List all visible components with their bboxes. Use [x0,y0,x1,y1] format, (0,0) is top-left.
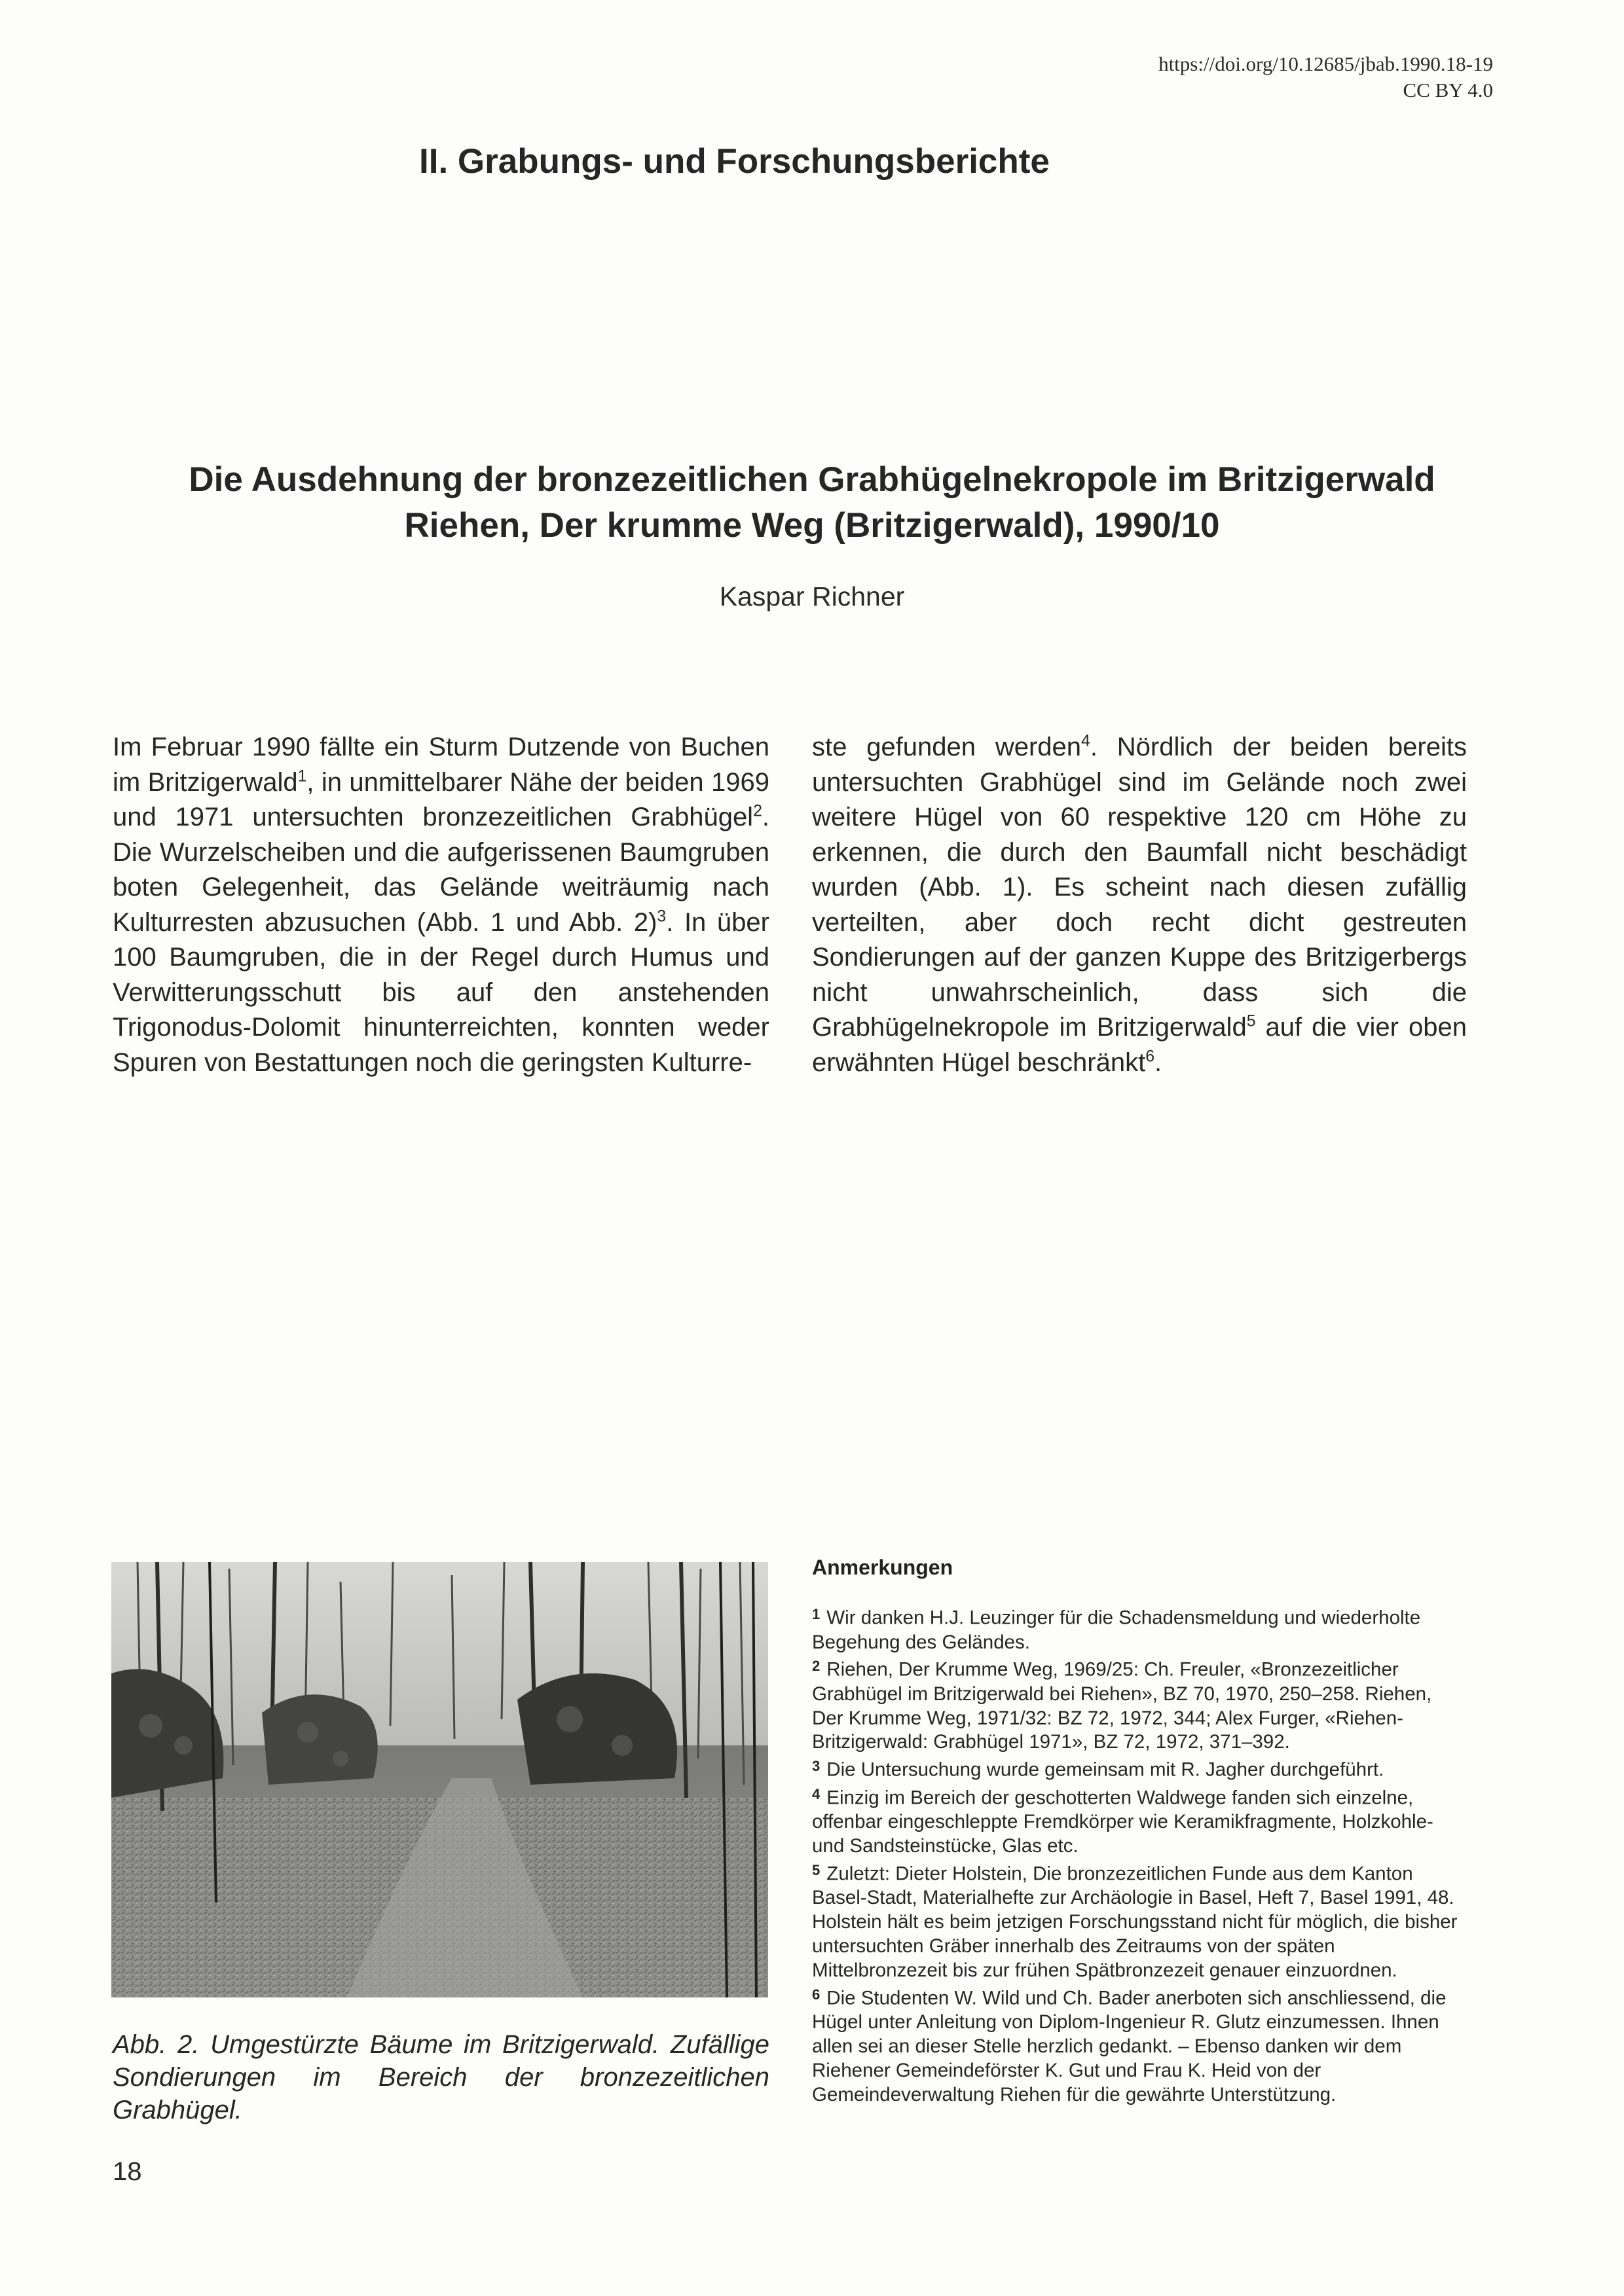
author: Kaspar Richner [719,581,905,611]
footnote-ref-5[interactable]: 5 [1246,1012,1256,1030]
section-title: II. Grabungs- und Forschungsberichte [419,142,1050,181]
note-text: Wir danken H.J. Leuzinger für die Schadensmeldung und wiederholte Begehung des Geländes. [812,1607,1421,1653]
article-title-line-1: Die Ausdehnung der bronzezeitlichen Grabhügelnekropole im Britzigerwald [189,460,1435,499]
license-label: CC BY 4.0 [1403,79,1493,101]
body-text-4: . In über 100 Baumgruben, die in der Regel durch Humus und Verwitterungsschutt bis auf den anstehenden Trigonodus-Dolomit hinunterreichten, konnten weder Spuren von Bestattungen noch die geringsten Kulturre- [113,907,769,1077]
body-text-1: Im Februar 1990 fällte ein Sturm Dutzende von Buchen im Britzigerwald [113,733,769,797]
body-paragraph-continued [812,730,1467,1080]
body-text-8: . [1154,1048,1162,1077]
note-item [812,1983,1467,2107]
notes-heading: Anmerkungen [812,1556,953,1579]
body-text-2: , in unmittelbarer Nähe der beiden 1969 und 1971 untersuchten bronzezeitlichen Grabhügel [113,767,769,831]
note-item [812,1783,1467,1859]
doi-link[interactable]: https://doi.org/10.12685/jbab.1990.18-19 [1158,52,1493,75]
footnote-ref-2[interactable]: 2 [753,802,762,820]
body-text-5: ste gefunden werden [812,733,1082,761]
footnote-ref-3[interactable]: 3 [657,907,667,926]
body-paragraph [113,730,769,1080]
article-title [105,457,1519,549]
note-text: Riehen, Der Krumme Weg, 1969/25: Ch. Freuler, «Bronzezeitlicher Grabhügel im Britzigerwald bei Riehen», BZ 70, 1970, 250–258. Riehen, Der Krumme Weg, 1971/32: BZ 72, 1972, 344; Alex Furger, «Riehen-Britzigerwald: Grabhügel 1971», BZ 72, 1972, 371–392. [812,1659,1432,1753]
body-text-3: . Die Wurzelscheiben und die aufgerissenen Baumgruben boten Gelegenheit, das Gelände weiträumig nach Kulturresten abzusuchen (Abb. 1 und Abb. 2) [113,803,769,937]
note-item [812,1859,1467,1983]
page-number: 18 [113,2157,142,2186]
note-number: 1 [812,1606,821,1622]
note-text: Einzig im Bereich der geschotterten Waldwege fanden sich einzelne, offenbar eingeschleppte Fremdkörper wie Keramikfragmente, Holzkohle- und Sandsteinstücke, Glas etc. [812,1787,1433,1857]
note-text: Die Studenten W. Wild und Ch. Bader anerboten sich anschliessend, die Hügel unter Anleitung von Diplom-Ingenieur R. Glutz einzumessen. Ihnen allen sei an dieser Stelle herzlich gedankt. – Ebenso danken wir dem Riehener Gemeindeförster K. Gut und Frau K. Heid von der Gemeindeverwaltung Riehen für die gewährte Unterstützung. [812,1987,1447,2105]
note-text: Zuletzt: Dieter Holstein, Die bronzezeitlichen Funde aus dem Kanton Basel-Stadt, Materialhefte zur Archäologie in Basel, Heft 7, Basel 1991, 48. Holstein hält es beim jetzigen Forschungsstand nicht für möglich, die bisher untersuchten Gräber innerhalb des Zeitraums von der späten Mittelbronzezeit bis zur frühen Spätbronzezeit genauer einzuordnen. [812,1863,1458,1981]
note-number: 2 [812,1658,821,1675]
note-item [812,1654,1467,1755]
figure-photo [111,1562,768,1997]
doi-header [1158,51,1493,103]
note-number: 6 [812,1986,821,2003]
notes-list [812,1603,1467,2107]
forest-photo-illustration [111,1562,768,1997]
body-column-left [113,730,769,1080]
article-title-line-2: Riehen, Der krumme Weg (Britzigerwald), 1990/10 [404,506,1220,545]
body-text-7: auf die vier oben erwähnten Hügel beschränkt [812,1013,1467,1077]
body-text-6: . Nördlich der beiden bereits untersuchten Grabhügel sind im Gelände noch zwei weitere Hügel von 60 respektive 120 cm Höhe zu erkennen, die durch den Baumfall nicht beschädigt wurden (Abb. 1). Es scheint nach diesen zufällig verteilten, aber doch recht dicht gestreuten Sondierungen auf der ganzen Kuppe des Britzigerbergs nicht unwahrscheinlich, dass sich die Grabhügelnekropole im Britzigerwald [812,733,1467,1042]
footnote-ref-1[interactable]: 1 [297,767,307,786]
note-number: 5 [812,1861,821,1878]
note-item [812,1603,1467,1654]
footnote-ref-4[interactable]: 4 [1081,732,1090,750]
note-item [812,1755,1467,1783]
figure-caption: Abb. 2. Umgestürzte Bäume im Britzigerwald. Zufällige Sondierungen im Bereich der bronzezeitlichen Grabhügel. [113,2030,769,2124]
note-number: 4 [812,1785,821,1802]
body-column-right [812,730,1467,1080]
note-number: 3 [812,1758,821,1775]
note-text: Die Untersuchung wurde gemeinsam mit R. Jagher durchgeführt. [826,1758,1384,1781]
footnote-ref-6[interactable]: 6 [1145,1048,1154,1066]
